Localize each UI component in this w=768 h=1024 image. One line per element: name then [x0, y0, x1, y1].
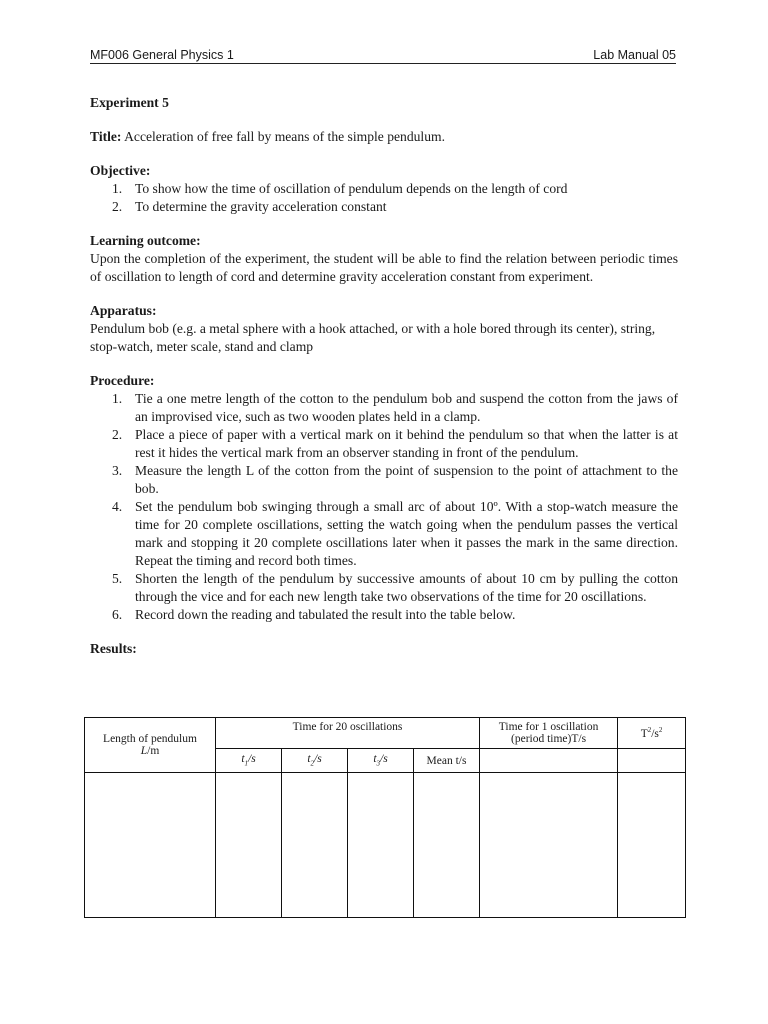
table-cell: [618, 773, 686, 918]
header-length: Length of pendulum L/m: [85, 718, 216, 773]
list-item: 1. Tie a one metre length of the cotton to the pendulum bob and suspend the cotton from the jaws of an improvised vice, such as two wooden plates held in a clamp.: [112, 391, 678, 424]
learning-outcome-text: Upon the completion of the experiment, the student will be able to find the relation between periodic times of oscillation to length of cord and determine gravity acceleration constant from experiment.: [90, 251, 678, 284]
table-cell: [85, 773, 216, 918]
learning-outcome-heading: Learning outcome:: [90, 233, 201, 248]
objective-list: [90, 180, 678, 216]
empty-cell: [480, 749, 618, 773]
procedure-heading: Procedure:: [90, 373, 155, 388]
course-title: MF006 General Physics 1: [90, 48, 234, 62]
table-cell: [480, 773, 618, 918]
objective-heading: Objective:: [90, 163, 151, 178]
title-label: Title:: [90, 129, 122, 144]
header-t-squared: $T^2/s^2$: [618, 718, 686, 749]
table-cell: [282, 773, 348, 918]
header-t1: $t_1/s$: [216, 749, 282, 773]
header-time20: Time for 20 oscillations: [216, 718, 480, 749]
list-item: 4. Set the pendulum bob swinging through a small arc of about 10º. With a stop-watch measure the time for 20 complete oscillations, setting the watch going when the pendulum passes the vertical mark and stopping it 20 complete oscillations later when it passes the mark in the same direction. Repeat the timing and record both times.: [112, 499, 678, 568]
list-item: 6. Record down the reading and tabulated the result into the table below.: [112, 607, 516, 622]
header-time1: Time for 1 oscillation (period time)T/s: [480, 718, 618, 749]
apparatus-heading: Apparatus:: [90, 303, 157, 318]
list-item: 2. To determine the gravity acceleration constant: [112, 199, 387, 214]
header-t3: $t_3/s$: [348, 749, 414, 773]
list-item: 3. Measure the length L of the cotton from the point of suspension to the point of attachment to the bob.: [112, 463, 678, 496]
header-t2: $t_2/s$: [282, 749, 348, 773]
manual-number: Lab Manual 05: [593, 48, 676, 62]
table-cell: [216, 773, 282, 918]
page-header: [90, 48, 676, 64]
title-text: Acceleration of free fall by means of the simple pendulum.: [121, 129, 445, 144]
experiment-heading: Experiment 5: [90, 95, 169, 110]
document-body: [90, 94, 678, 658]
title-line: [90, 128, 678, 146]
results-heading: Results:: [90, 641, 137, 656]
list-item: 5. Shorten the length of the pendulum by successive amounts of about 10 cm by pulling the cotton through the vice and for each new length take two observations of the time for 20 oscillations.: [112, 571, 678, 604]
list-item: 2. Place a piece of paper with a vertical mark on it behind the pendulum so that when the latter is at rest it hides the vertical mark from an observer standing in front of the pendulum.: [112, 427, 678, 460]
results-table: [84, 717, 686, 918]
apparatus-text: Pendulum bob (e.g. a metal sphere with a hook attached, or with a hole bored through its center), string, stop-watch, meter scale, stand and clamp: [90, 321, 656, 354]
table-cell: [348, 773, 414, 918]
list-item: 1. To show how the time of oscillation of pendulum depends on the length of cord: [112, 181, 568, 196]
header-mean: Mean t/s: [414, 749, 480, 773]
empty-cell: [618, 749, 686, 773]
procedure-list: [90, 390, 678, 624]
table-cell: [414, 773, 480, 918]
